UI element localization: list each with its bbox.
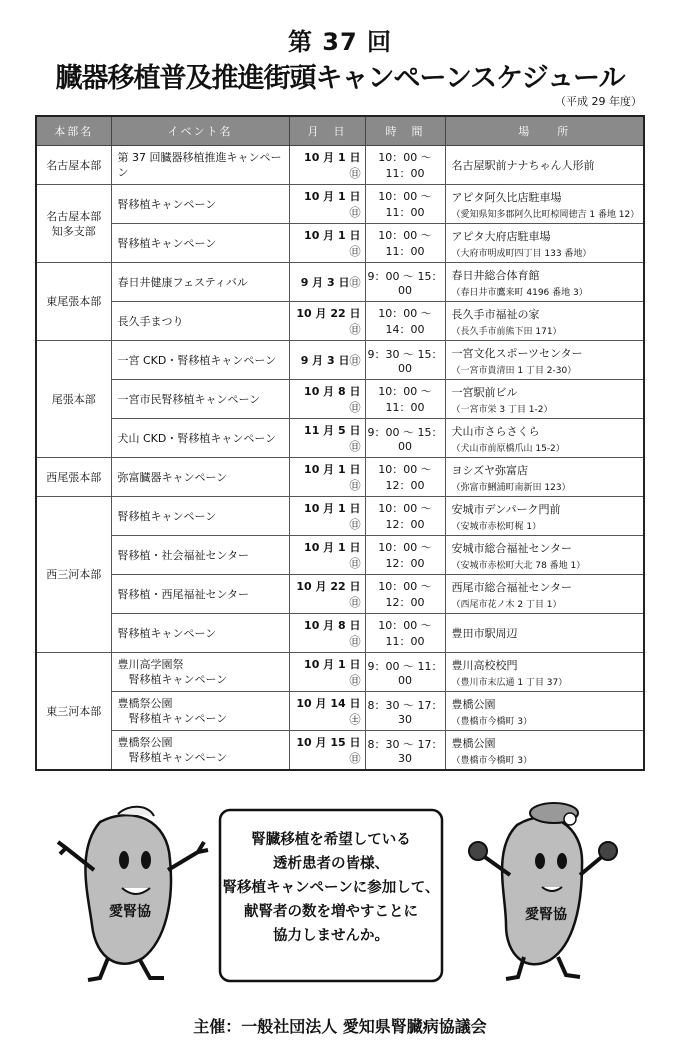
table-row — [36, 302, 644, 341]
event-date: 10 月 8 日 — [304, 619, 361, 632]
event-name: 豊川高学園祭 — [117, 658, 184, 671]
event-cell — [111, 731, 289, 771]
event-cell — [111, 341, 289, 380]
event-name: 腎移植・西尾福祉センター — [117, 587, 250, 601]
schedule-table — [35, 115, 645, 771]
time-cell: 10：00 ～ 11：00 — [365, 146, 445, 185]
event-cell — [111, 146, 289, 185]
header-time: 時 間 — [365, 116, 445, 146]
venue-name: 一宮文化スポーツセンター — [451, 346, 583, 360]
table-row — [36, 380, 644, 419]
event-name: 腎移植キャンペーン — [117, 712, 228, 725]
venue-address: （豊川市末広通 1 丁目 37） — [451, 677, 568, 688]
event-date: 10 月 22 日 — [296, 307, 361, 320]
event-name: 長久手まつり — [117, 314, 184, 328]
time-cell: 10：00 ～ 11：00 — [365, 185, 445, 224]
table-row — [36, 653, 644, 692]
date-cell — [289, 653, 365, 692]
venue-cell — [445, 458, 644, 497]
venue-address: （安城市赤松町梶 1） — [451, 521, 542, 532]
venue-name: 長久手市福祉の家 — [451, 307, 540, 321]
day-of-week: ㊐ — [349, 674, 361, 687]
event-name: 一宮 CKD・腎移植キャンペーン — [117, 353, 277, 367]
venue-address: （弥富市鯏浦町南新田 123） — [451, 482, 571, 493]
venue-cell — [445, 419, 644, 458]
venue-cell — [445, 614, 644, 653]
time-cell: 9：00 ～ 11：00 — [365, 653, 445, 692]
table-row — [36, 458, 644, 497]
date-cell — [289, 731, 365, 771]
table-row — [36, 224, 644, 263]
table-row — [36, 614, 644, 653]
event-name: 犬山 CKD・腎移植キャンペーン — [117, 431, 277, 445]
region-cell: 尾張本部 — [36, 341, 111, 458]
event-date: 10 月 1 日 — [304, 229, 361, 242]
event-date: 10 月 22 日 — [296, 580, 361, 593]
date-cell — [289, 302, 365, 341]
time-cell: 9：00 ～ 15：00 — [365, 419, 445, 458]
event-cell — [111, 575, 289, 614]
venue-cell — [445, 263, 644, 302]
event-cell — [111, 380, 289, 419]
region-cell: 名古屋本部 — [36, 146, 111, 185]
event-date: 10 月 1 日 — [304, 541, 361, 554]
event-name: 腎移植キャンペーン — [117, 509, 217, 523]
event-cell — [111, 614, 289, 653]
event-date: 10 月 1 日 — [304, 463, 361, 476]
page-title: 臓器移植普及推進街頭キャンペーンスケジュール — [55, 63, 625, 94]
time-cell: 9：00 ～ 15：00 — [365, 263, 445, 302]
date-cell — [289, 692, 365, 731]
time-cell: 10：00 ～ 11：00 — [365, 224, 445, 263]
date-cell — [289, 419, 365, 458]
date-cell — [289, 575, 365, 614]
region-cell: 東尾張本部 — [36, 263, 111, 341]
venue-address: （豊橋市今橋町 3） — [451, 716, 533, 727]
event-cell — [111, 263, 289, 302]
event-cell — [111, 458, 289, 497]
date-cell — [289, 146, 365, 185]
venue-address: （犬山市前原橋爪山 15-2） — [451, 443, 565, 454]
message-line: 腎移植キャンペーンに参加して、 — [222, 880, 440, 896]
venue-address: （安城市赤松町大北 78 番地 1） — [451, 560, 586, 571]
event-date: 10 月 8 日 — [304, 385, 361, 398]
region-cell: 名古屋本部 知多支部 — [36, 185, 111, 263]
day-of-week: ㊐ — [349, 557, 361, 570]
event-name: 一宮市民腎移植キャンペーン — [117, 392, 261, 406]
organizer-footer: 主催：一般社団法人 愛知県腎臓病協議会 — [193, 1017, 487, 1036]
venue-name: 西尾市総合福祉センター — [451, 580, 573, 594]
message-line: 献腎者の数を増やすことに — [244, 904, 418, 920]
message-line: 協力しませんか。 — [273, 928, 389, 944]
event-cell — [111, 419, 289, 458]
venue-cell — [445, 497, 644, 536]
venue-cell — [445, 653, 644, 692]
venue-address: （西尾市花ノ木 2 丁目 1） — [451, 599, 562, 610]
title-round: 第 37 回 — [287, 28, 393, 56]
date-cell — [289, 458, 365, 497]
venue-cell — [445, 692, 644, 731]
schedule-body — [36, 146, 644, 771]
venue-name: 名古屋駅前ナナちゃん人形前 — [451, 159, 595, 172]
event-date: 9 月 3 日 — [300, 354, 350, 367]
header-venue: 場 所 — [445, 116, 644, 146]
year-note: （平成 29 年度） — [555, 95, 642, 108]
table-row — [36, 146, 644, 185]
venue-cell — [445, 575, 644, 614]
venue-address: （一宮市栄 3 丁目 1-2） — [451, 404, 553, 415]
time-cell: 10：00 ～ 12：00 — [365, 497, 445, 536]
event-date: 10 月 1 日 — [304, 151, 361, 164]
venue-cell — [445, 146, 644, 185]
event-name: 腎移植キャンペーン — [117, 236, 217, 250]
table-row — [36, 692, 644, 731]
date-cell — [289, 263, 365, 302]
day-of-week: ㊐ — [349, 479, 361, 492]
event-name: 腎移植・社会福祉センター — [117, 548, 250, 562]
message-line: 腎臓移植を希望している — [251, 832, 411, 848]
event-date: 10 月 14 日 — [296, 697, 361, 710]
date-cell — [289, 497, 365, 536]
venue-cell — [445, 185, 644, 224]
day-of-week: ㊐ — [349, 206, 361, 219]
day-of-week: ㊐ — [349, 635, 361, 648]
event-cell — [111, 653, 289, 692]
venue-name: 安城市総合福祉センター — [451, 541, 573, 555]
venue-cell — [445, 536, 644, 575]
venue-name: 春日井総合体育館 — [451, 268, 540, 282]
date-cell — [289, 341, 365, 380]
header-event: イベント名 — [111, 116, 289, 146]
date-cell — [289, 185, 365, 224]
table-row — [36, 731, 644, 771]
day-of-week: ㊐ — [349, 401, 361, 414]
event-cell — [111, 536, 289, 575]
venue-name: 安城市デンパーク門前 — [451, 502, 561, 516]
time-cell: 10：00 ～ 12：00 — [365, 575, 445, 614]
table-row — [36, 263, 644, 302]
table-row — [36, 497, 644, 536]
day-of-week: ㊐ — [349, 518, 361, 531]
time-cell: 9：30 ～ 15：00 — [365, 341, 445, 380]
time-cell: 8：30 ～ 17：30 — [365, 692, 445, 731]
event-date: 10 月 15 日 — [296, 736, 361, 749]
venue-name: アピタ大府店駐車場 — [451, 229, 551, 243]
event-name: 腎移植キャンペーン — [117, 751, 228, 764]
date-cell — [289, 536, 365, 575]
header-date: 月 日 — [289, 116, 365, 146]
day-of-week: ㊐ — [349, 596, 361, 609]
table-header-row — [36, 116, 644, 146]
event-cell — [111, 185, 289, 224]
time-cell: 10：00 ～ 11：00 — [365, 380, 445, 419]
event-date: 9 月 3 日 — [300, 276, 350, 289]
event-name: 豊橋祭公園 — [117, 736, 173, 749]
region-cell: 東三河本部 — [36, 653, 111, 771]
venue-cell — [445, 731, 644, 771]
mascot-right-illustration — [462, 795, 632, 985]
event-date: 10 月 1 日 — [304, 190, 361, 203]
event-cell — [111, 692, 289, 731]
time-cell: 10：00 ～ 14：00 — [365, 302, 445, 341]
table-row — [36, 419, 644, 458]
header-region: 本部名 — [36, 116, 111, 146]
venue-name: 豊橋公園 — [451, 697, 496, 711]
event-name: 腎移植キャンペーン — [117, 626, 217, 640]
mascot-right-label: 愛腎協 — [525, 907, 567, 923]
venue-cell — [445, 224, 644, 263]
venue-name: 豊川高校校門 — [451, 658, 518, 672]
mascot-left-label: 愛腎協 — [109, 904, 151, 920]
time-cell: 10：00 ～ 12：00 — [365, 536, 445, 575]
venue-address: （一宮市貴清田 1 丁目 2-30） — [451, 365, 577, 376]
venue-address: （大府市明成町四丁目 133 番地） — [451, 248, 592, 259]
day-of-week: ㊐ — [349, 276, 361, 289]
date-cell — [289, 380, 365, 419]
region-cell: 西三河本部 — [36, 497, 111, 653]
event-cell — [111, 497, 289, 536]
event-name: 腎移植キャンペーン — [117, 197, 217, 211]
event-name: 腎移植キャンペーン — [117, 673, 228, 686]
venue-name: 豊橋公園 — [451, 736, 496, 750]
venue-address: （長久手市前熊下田 171） — [451, 326, 562, 337]
day-of-week: ㊏ — [349, 713, 361, 726]
venue-name: 犬山市さらさくら — [451, 424, 540, 438]
event-date: 11 月 5 日 — [304, 424, 361, 437]
time-cell: 10：00 ～ 12：00 — [365, 458, 445, 497]
event-name: 第 37 回臓器移植推進キャンペーン — [117, 151, 282, 179]
appeal-message — [218, 828, 444, 948]
venue-address: （春日井市鷹来町 4196 番地 3） — [451, 287, 588, 298]
event-date: 10 月 1 日 — [304, 502, 361, 515]
table-row — [36, 536, 644, 575]
venue-cell — [445, 341, 644, 380]
event-date: 10 月 1 日 — [304, 658, 361, 671]
venue-address: （豊橋市今橋町 3） — [451, 755, 533, 766]
time-cell: 8：30 ～ 17：30 — [365, 731, 445, 771]
day-of-week: ㊐ — [349, 752, 361, 765]
time-cell: 10：00 ～ 11：00 — [365, 614, 445, 653]
venue-name: アピタ阿久比店駐車場 — [451, 190, 562, 204]
day-of-week: ㊐ — [349, 245, 361, 258]
event-cell — [111, 302, 289, 341]
venue-address: （愛知県知多郡阿久比町椋岡徳吉 1 番地 12） — [451, 209, 640, 220]
venue-cell — [445, 380, 644, 419]
venue-name: 一宮駅前ビル — [451, 385, 518, 399]
event-name: 弥富臓器キャンペーン — [117, 470, 228, 484]
venue-name: 豊田市駅周辺 — [451, 627, 518, 640]
table-row — [36, 575, 644, 614]
event-name: 春日井健康フェスティバル — [117, 275, 248, 289]
region-cell: 西尾張本部 — [36, 458, 111, 497]
event-name: 豊橋祭公園 — [117, 697, 173, 710]
date-cell — [289, 614, 365, 653]
mascot-left-illustration — [48, 800, 218, 985]
date-cell — [289, 224, 365, 263]
venue-name: ヨシズヤ弥富店 — [451, 463, 528, 477]
day-of-week: ㊐ — [349, 440, 361, 453]
venue-cell — [445, 302, 644, 341]
event-cell — [111, 224, 289, 263]
message-line: 透析患者の皆様、 — [273, 856, 389, 872]
table-row — [36, 341, 644, 380]
table-row — [36, 185, 644, 224]
day-of-week: ㊐ — [349, 323, 361, 336]
day-of-week: ㊐ — [349, 354, 361, 367]
day-of-week: ㊐ — [349, 167, 361, 180]
